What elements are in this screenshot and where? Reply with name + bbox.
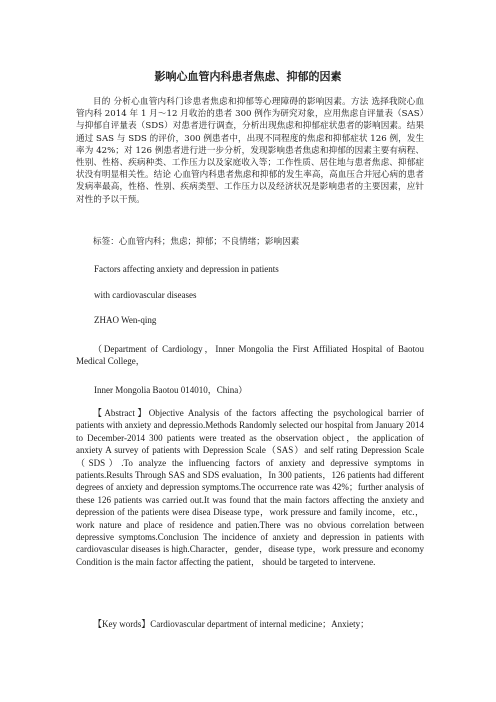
abstract-en: 【Abstract】Objective Analysis of the factors affecting the psychological barrier of patients with anxiety and depressio.Methods Randomly selected our hospital from January 2014 to December-2014 300 patients were treated as the observation object，the application of anxiety A survey of patients with Depression Scale（SAS）and self rating Depression Scale （SDS）.To analyze the influencing factors of anxiety and depressive symptoms in patients.Results Through SAS and SDS evaluation，In 300 patients，126 patients had different degrees of anxiety and depression symptoms.The occurrence rate was 42%；further analysis of these 126 patients was carried out.It was found that the main factors affecting the anxiety and depression of the patients were disea Disease type，work pressure and family income，etc.，work nature and place of residence and patien.There was no obvious correlation between depressive symptoms.Conclusion The incidence of anxiety and depression in patients with cardiovascular diseases is high.Character，gender，disease type，work pressure and economy Condition is the main factor affecting the patient， should be targeted to intervene. <box>76 408 424 567</box>
title-en-line-2: with cardiovascular diseases <box>94 290 197 300</box>
abstract-cn: 目的 分析心血管内科门诊患者焦虑和抑郁等心理障碍的影响因素。方法 选择我院心血管内科 2014 年 1 月～12 月收治的患者 300 例作为研究对象，应用焦虑自评量表（SAS）与抑郁自评量表（SDS）对患者进行调查，分析出现焦虑和抑郁症状患者的影响因素。结果 通过 SAS 与 SDS 的评价，300 例患者中，出现不同程度的焦虑和抑郁症状 126 例，发生率为 42%；对 126 例患者进行进一步分析，发现影响患者焦虑和抑郁的因素主要有病程、性别、性格、疾病种类、工作压力以及家庭收入等；工作性质、居住地与患者焦虑、抑郁症状没有明显相关性。结论 心血管内科患者焦虑和抑郁的发生率高，高血压合并冠心病的患者发病率最高，性格、性别、疾病类型、工作压力以及经济状况是影响患者的主要因素，应针对性的予以干预。 <box>76 97 424 205</box>
affiliation-line-1: （Department of Cardiology，Inner Mongolia the First Affiliated Hospital of Baotou Medical College， <box>76 344 424 367</box>
keywords-en: 【Key words】Cardiovascular department of internal medicine；Anxiety； <box>93 619 370 629</box>
keywords-cn: 标签：心血管内科；焦虑；抑郁；不良情绪；影响因素 <box>93 237 300 247</box>
author-name: ZHAO Wen-qing <box>94 315 157 325</box>
paper-title: 影响心血管内科患者焦虑、抑郁的因素 <box>154 70 342 83</box>
affiliation-line-2: Inner Mongolia Baotou 014010，China） <box>94 385 248 395</box>
title-en-line-1: Factors affecting anxiety and depression in patients <box>94 264 279 274</box>
